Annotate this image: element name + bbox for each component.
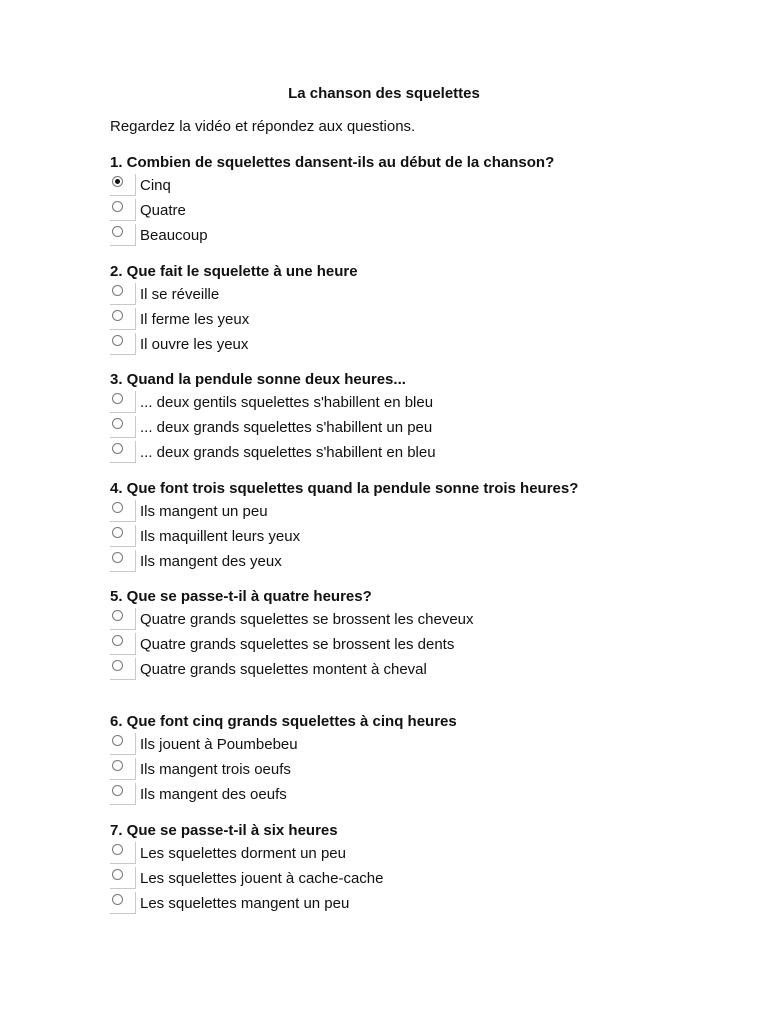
- answer-option[interactable]: [110, 199, 730, 224]
- answer-option[interactable]: [110, 174, 730, 199]
- radio-button[interactable]: [112, 635, 123, 646]
- radio-button[interactable]: [112, 735, 123, 746]
- radio-frame: [110, 308, 136, 330]
- radio-button[interactable]: [112, 660, 123, 671]
- radio-frame: [110, 441, 136, 463]
- answer-label: ... deux grands squelettes s'habillent en bleu: [140, 444, 436, 461]
- question-text: 7. Que se passe-t-il à six heures: [110, 822, 338, 839]
- answer-label: Ils mangent trois oeufs: [140, 761, 291, 778]
- answer-label: Ils mangent des yeux: [140, 553, 282, 570]
- radio-button[interactable]: [112, 760, 123, 771]
- radio-button[interactable]: [112, 201, 123, 212]
- answer-label: Il ferme les yeux: [140, 311, 250, 328]
- answer-option[interactable]: [110, 308, 730, 333]
- answer-option[interactable]: [110, 658, 730, 683]
- answer-option[interactable]: [110, 550, 730, 575]
- radio-button[interactable]: [112, 285, 123, 296]
- answer-label: Quatre: [140, 202, 186, 219]
- radio-frame: [110, 199, 136, 221]
- answer-option[interactable]: [110, 500, 730, 525]
- radio-button[interactable]: [112, 869, 123, 880]
- answer-label: Quatre grands squelettes se brossent les dents: [140, 636, 455, 653]
- answer-option[interactable]: [110, 333, 730, 358]
- radio-frame: [110, 525, 136, 547]
- answer-option[interactable]: [110, 733, 730, 758]
- question-7: [110, 820, 730, 917]
- question-6: [110, 711, 730, 808]
- radio-button[interactable]: [112, 894, 123, 905]
- answer-label: Quatre grands squelettes se brossent les cheveux: [140, 611, 474, 628]
- answer-option[interactable]: [110, 608, 730, 633]
- answer-label: Beaucoup: [140, 227, 208, 244]
- answer-option[interactable]: [110, 525, 730, 550]
- question-4: [110, 478, 730, 575]
- radio-button[interactable]: [112, 610, 123, 621]
- radio-button[interactable]: [112, 844, 123, 855]
- radio-button[interactable]: [112, 502, 123, 513]
- instructions-text: Regardez la vidéo et répondez aux questions.: [110, 118, 416, 135]
- radio-button[interactable]: [112, 335, 123, 346]
- radio-button[interactable]: [112, 418, 123, 429]
- answer-label: Il ouvre les yeux: [140, 336, 249, 353]
- question-text: 4. Que font trois squelettes quand la pendule sonne trois heures?: [110, 480, 579, 497]
- radio-frame: [110, 224, 136, 246]
- answer-label: Il se réveille: [140, 286, 220, 303]
- radio-frame: [110, 550, 136, 572]
- radio-frame: [110, 658, 136, 680]
- answer-option[interactable]: [110, 633, 730, 658]
- radio-frame: [110, 416, 136, 438]
- radio-frame: [110, 633, 136, 655]
- radio-frame: [110, 783, 136, 805]
- radio-button[interactable]: [112, 552, 123, 563]
- question-text: 2. Que fait le squelette à une heure: [110, 263, 358, 280]
- answer-label: Cinq: [140, 177, 171, 194]
- answer-label: Ils mangent des oeufs: [140, 786, 287, 803]
- radio-button[interactable]: [112, 226, 123, 237]
- answer-label: Les squelettes mangent un peu: [140, 895, 350, 912]
- answer-option[interactable]: [110, 758, 730, 783]
- answer-option[interactable]: [110, 867, 730, 892]
- answer-option[interactable]: [110, 842, 730, 867]
- radio-frame: [110, 500, 136, 522]
- question-2: [110, 261, 730, 358]
- radio-frame: [110, 333, 136, 355]
- question-text: 1. Combien de squelettes dansent-ils au début de la chanson?: [110, 154, 555, 171]
- radio-frame: [110, 391, 136, 413]
- question-text: 3. Quand la pendule sonne deux heures...: [110, 371, 406, 388]
- radio-button[interactable]: [112, 393, 123, 404]
- answer-label: ... deux grands squelettes s'habillent un peu: [140, 419, 433, 436]
- answer-option[interactable]: [110, 416, 730, 441]
- question-text: 5. Que se passe-t-il à quatre heures?: [110, 588, 372, 605]
- radio-frame: [110, 842, 136, 864]
- answer-label: Ils maquillent leurs yeux: [140, 528, 301, 545]
- answer-label: Les squelettes jouent à cache-cache: [140, 870, 384, 887]
- answer-option[interactable]: [110, 441, 730, 466]
- radio-frame: [110, 867, 136, 889]
- answer-option[interactable]: [110, 892, 730, 917]
- answer-label: Ils jouent à Poumbebeu: [140, 736, 298, 753]
- radio-frame: [110, 758, 136, 780]
- radio-button[interactable]: [112, 443, 123, 454]
- question-text: 6. Que font cinq grands squelettes à cinq heures: [110, 713, 457, 730]
- page-title: La chanson des squelettes: [288, 85, 480, 102]
- radio-button[interactable]: [112, 176, 123, 187]
- question-3: [110, 369, 730, 466]
- radio-button[interactable]: [112, 310, 123, 321]
- answer-option[interactable]: [110, 783, 730, 808]
- answer-label: Ils mangent un peu: [140, 503, 268, 520]
- question-1: [110, 152, 730, 249]
- radio-button[interactable]: [112, 785, 123, 796]
- radio-frame: [110, 608, 136, 630]
- radio-frame: [110, 733, 136, 755]
- answer-label: Quatre grands squelettes montent à cheval: [140, 661, 427, 678]
- radio-frame: [110, 174, 136, 196]
- answer-label: ... deux gentils squelettes s'habillent en bleu: [140, 394, 434, 411]
- question-5: [110, 586, 730, 683]
- answer-label: Les squelettes dorment un peu: [140, 845, 346, 862]
- radio-button[interactable]: [112, 527, 123, 538]
- answer-option[interactable]: [110, 391, 730, 416]
- answer-option[interactable]: [110, 224, 730, 249]
- answer-option[interactable]: [110, 283, 730, 308]
- radio-frame: [110, 283, 136, 305]
- radio-frame: [110, 892, 136, 914]
